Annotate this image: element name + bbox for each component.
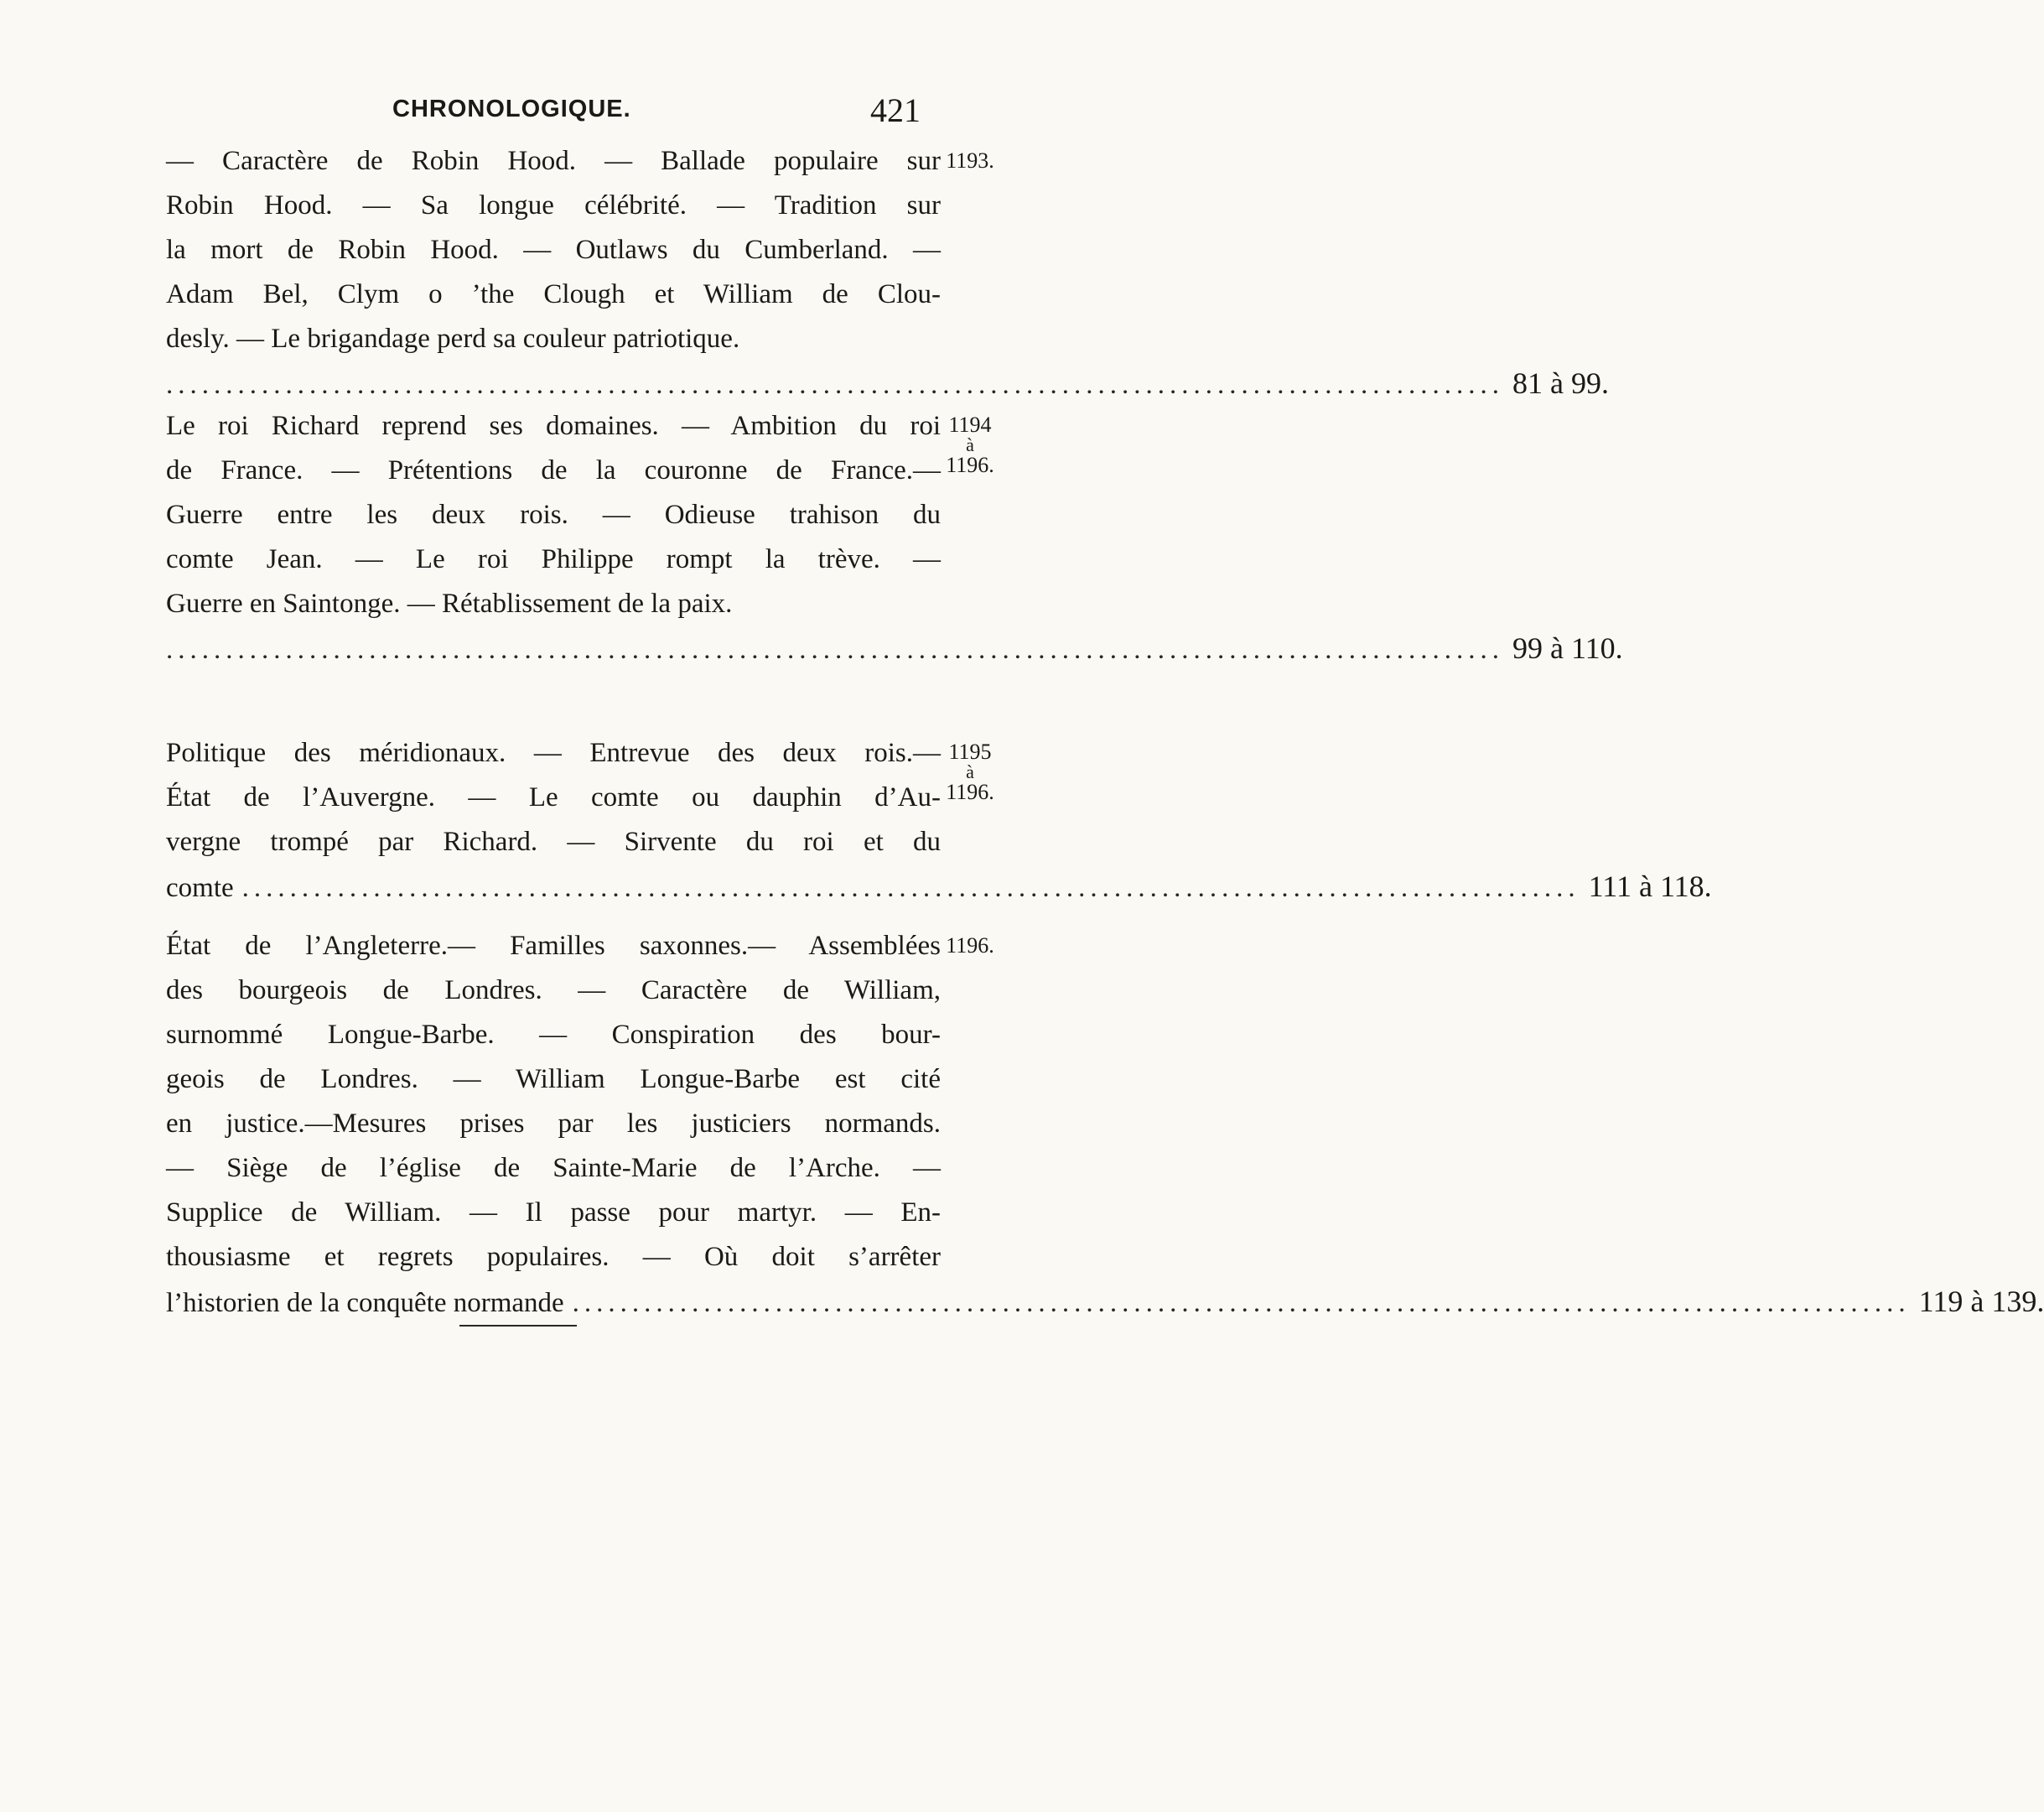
entry-line: surnommé Longue-Barbe. — Conspiration des bour- bbox=[166, 1020, 941, 1050]
entry-line: thousiasme et regrets populaires. — Où doit s’arrêter bbox=[166, 1242, 941, 1272]
date-from: 1193. bbox=[946, 148, 994, 173]
closing-rule bbox=[459, 1325, 577, 1327]
page-range: 81 à 99. bbox=[1512, 366, 1609, 400]
entry-line: État de l’Angleterre.— Familles saxonnes.— Assemblées bbox=[166, 931, 941, 961]
page-range: 111 à 118. bbox=[1588, 870, 1712, 903]
entry-line: vergne trompé par Richard. — Sirvente du roi et du bbox=[166, 827, 941, 857]
entry-line: Adam Bel, Clym o ’the Clough et William de Clou- bbox=[166, 279, 941, 309]
leader-text: comte bbox=[166, 873, 234, 903]
date-to: 1196. bbox=[946, 780, 994, 804]
date-separator: à bbox=[966, 434, 974, 455]
entry-line: Supplice de William. — Il passe pour martyr. — En- bbox=[166, 1197, 941, 1228]
page-number: 421 bbox=[870, 91, 921, 129]
page-range: 119 à 139. bbox=[1918, 1285, 2044, 1318]
entry-line: Robin Hood. — Sa longue célébrité. — Tradition sur bbox=[166, 190, 941, 221]
entry-line: comte Jean. — Le roi Philippe rompt la trève. — bbox=[166, 544, 941, 574]
entry-line: en justice.—Mesures prises par les justiciers normands. bbox=[166, 1108, 941, 1139]
leader-dots: ................................................................................................................ bbox=[572, 1288, 1911, 1318]
entry-line: de France. — Prétentions de la couronne de France.— bbox=[166, 455, 941, 485]
leader-dots: ................................................................................................................ bbox=[166, 635, 1504, 665]
leader-dots: ................................................................................................................ bbox=[166, 370, 1504, 400]
date-from: 1196. bbox=[946, 933, 994, 958]
leader-text: l’historien de la conquête normande bbox=[166, 1288, 564, 1318]
date-to: 1196. bbox=[946, 453, 994, 477]
page-leader bbox=[166, 626, 1623, 671]
entry-line: — Siège de l’église de Sainte-Marie de l’Arche. — bbox=[166, 1153, 941, 1183]
running-title: CHRONOLOGIQUE. bbox=[392, 96, 631, 122]
date-margin bbox=[941, 933, 999, 958]
date-margin bbox=[941, 413, 999, 478]
entry-line: la mort de Robin Hood. — Outlaws du Cumberland. — bbox=[166, 235, 941, 265]
entry-line: — Caractère de Robin Hood. — Ballade populaire sur bbox=[166, 146, 941, 176]
entry-line: des bourgeois de Londres. — Caractère de William, bbox=[166, 975, 941, 1005]
date-margin bbox=[941, 740, 999, 805]
page-leader bbox=[166, 864, 1712, 909]
date-from: 1194 bbox=[948, 413, 992, 437]
page-leader bbox=[166, 1280, 2044, 1324]
page-leader bbox=[166, 361, 1609, 406]
entry-line: geois de Londres. — William Longue-Barbe est cité bbox=[166, 1064, 941, 1094]
date-from: 1195 bbox=[948, 740, 992, 764]
entry-line: État de l’Auvergne. — Le comte ou dauphin d’Au- bbox=[166, 782, 941, 813]
page-range: 99 à 110. bbox=[1512, 631, 1623, 665]
page-header bbox=[0, 92, 1031, 143]
entry-line: Politique des méridionaux. — Entrevue des deux rois.— bbox=[166, 738, 941, 768]
leader-dots: ................................................................................................................ bbox=[241, 873, 1580, 903]
date-margin bbox=[941, 148, 999, 174]
entry-line: Guerre en Saintonge. — Rétablissement de la paix. bbox=[166, 589, 733, 619]
entry-line: Le roi Richard reprend ses domaines. — Ambition du roi bbox=[166, 411, 941, 441]
date-separator: à bbox=[966, 761, 974, 782]
entry-line: Guerre entre les deux rois. — Odieuse trahison du bbox=[166, 500, 941, 530]
entry-line: desly. — Le brigandage perd sa couleur patriotique. bbox=[166, 324, 740, 354]
